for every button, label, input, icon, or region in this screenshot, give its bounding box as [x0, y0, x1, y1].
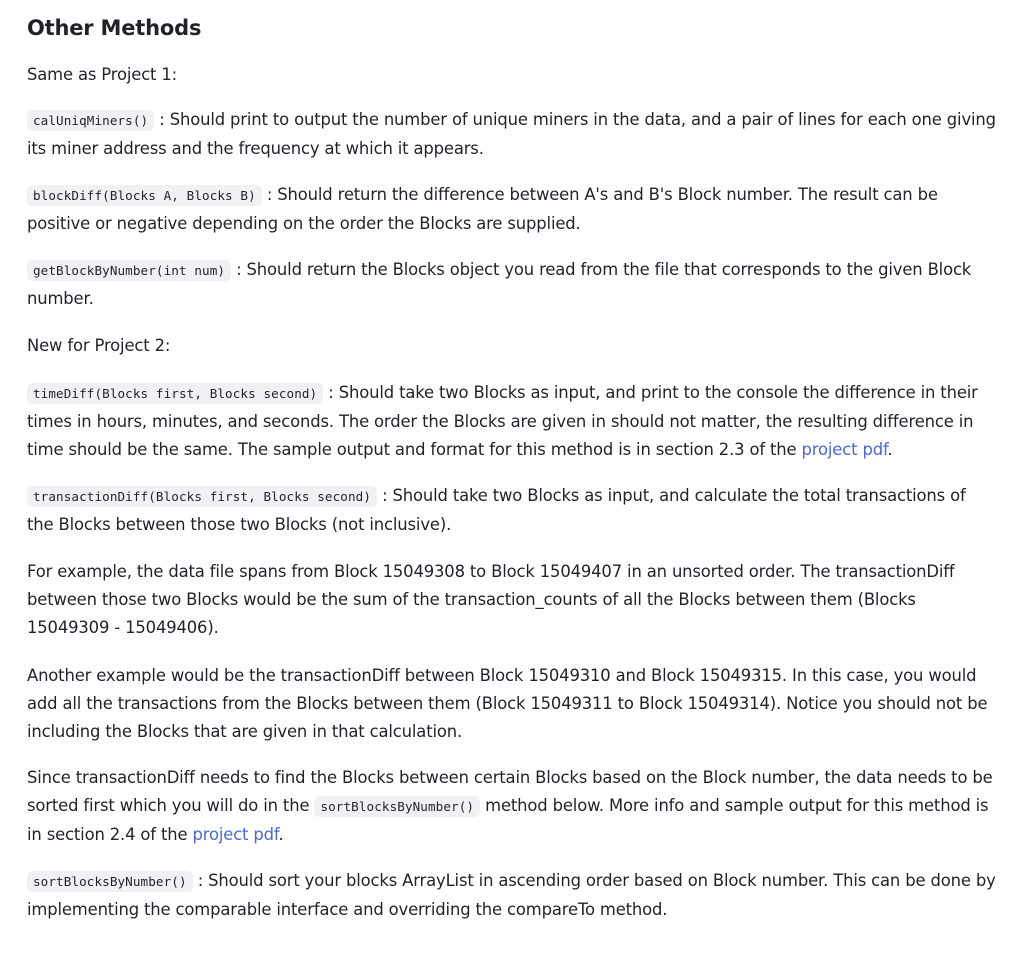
sort-blocks-inline-code: sortBlocksByNumber()	[314, 796, 480, 817]
project-pdf-link-2[interactable]: project pdf	[192, 825, 279, 844]
cal-uniq-miners-code: calUniqMiners()	[27, 110, 154, 131]
get-block-by-number-description	[27, 256, 997, 313]
time-diff-text: : Should take two Blocks as input, and print to the console the difference in their times in hours, minutes, and seconds. The order the Blocks are given in should not matter, the resulting difference in time should be the same. The sample output and format for this method is in section 2.3 of the	[27, 383, 978, 459]
transaction-diff-text: : Should take two Blocks as input, and calculate the total transactions of the Blocks between those two Blocks (not inclusive).	[27, 486, 966, 534]
get-block-by-number-code: getBlockByNumber(int num)	[27, 260, 231, 281]
since-text-end: .	[278, 825, 284, 844]
block-diff-code: blockDiff(Blocks A, Blocks B)	[27, 185, 262, 206]
sort-blocks-text: : Should sort your blocks ArrayList in ascending order based on Block number. This can be done by implementing the comparable interface and overriding the compareTo method.	[27, 871, 996, 919]
cal-uniq-miners-text: : Should print to output the number of unique miners in the data, and a pair of lines for each one giving its miner address and the frequency at which it appears.	[27, 110, 996, 158]
transaction-diff-description	[27, 482, 997, 539]
since-text-mid: method below. More info and sample output for this method is in section 2.4 of the	[27, 796, 989, 844]
example-2-paragraph: Another example would be the transactionDiff between Block 15049310 and Block 15049315. In this case, you would add all the transactions from the Blocks between them (Block 15049311 to Block 15049314). Notice you should not be including the Blocks that are given in that calculation.	[27, 666, 988, 741]
cal-uniq-miners-description	[27, 106, 997, 163]
same-as-project-1-label: Same as Project 1:	[27, 65, 178, 84]
project-pdf-link[interactable]: project pdf	[801, 440, 888, 459]
example-1-paragraph: For example, the data file spans from Block 15049308 to Block 15049407 in an unsorted order. The transactionDiff between those two Blocks would be the sum of the transaction_counts of all the Blocks between them (Blocks 15049309 - 15049406).	[27, 562, 955, 637]
new-for-project-2-label: New for Project 2:	[27, 336, 171, 355]
time-diff-code: timeDiff(Blocks first, Blocks second)	[27, 383, 323, 404]
document-body	[27, 0, 997, 924]
sort-blocks-description	[27, 867, 997, 924]
transaction-diff-code: transactionDiff(Blocks first, Blocks second)	[27, 486, 377, 507]
since-paragraph	[27, 764, 997, 849]
since-text-pre: Since transactionDiff needs to find the Blocks between certain Blocks based on the Block number, the data needs to be sorted first which you will do in the	[27, 768, 993, 815]
block-diff-description	[27, 181, 997, 238]
sort-blocks-code: sortBlocksByNumber()	[27, 871, 193, 892]
block-diff-text: : Should return the difference between A's and B's Block number. The result can be positive or negative depending on the order the Blocks are supplied.	[27, 185, 938, 233]
time-diff-description	[27, 379, 997, 464]
time-diff-end: .	[887, 440, 893, 459]
get-block-by-number-text: : Should return the Blocks object you read from the file that corresponds to the given Block number.	[27, 260, 972, 308]
section-heading: Other Methods	[27, 16, 202, 40]
